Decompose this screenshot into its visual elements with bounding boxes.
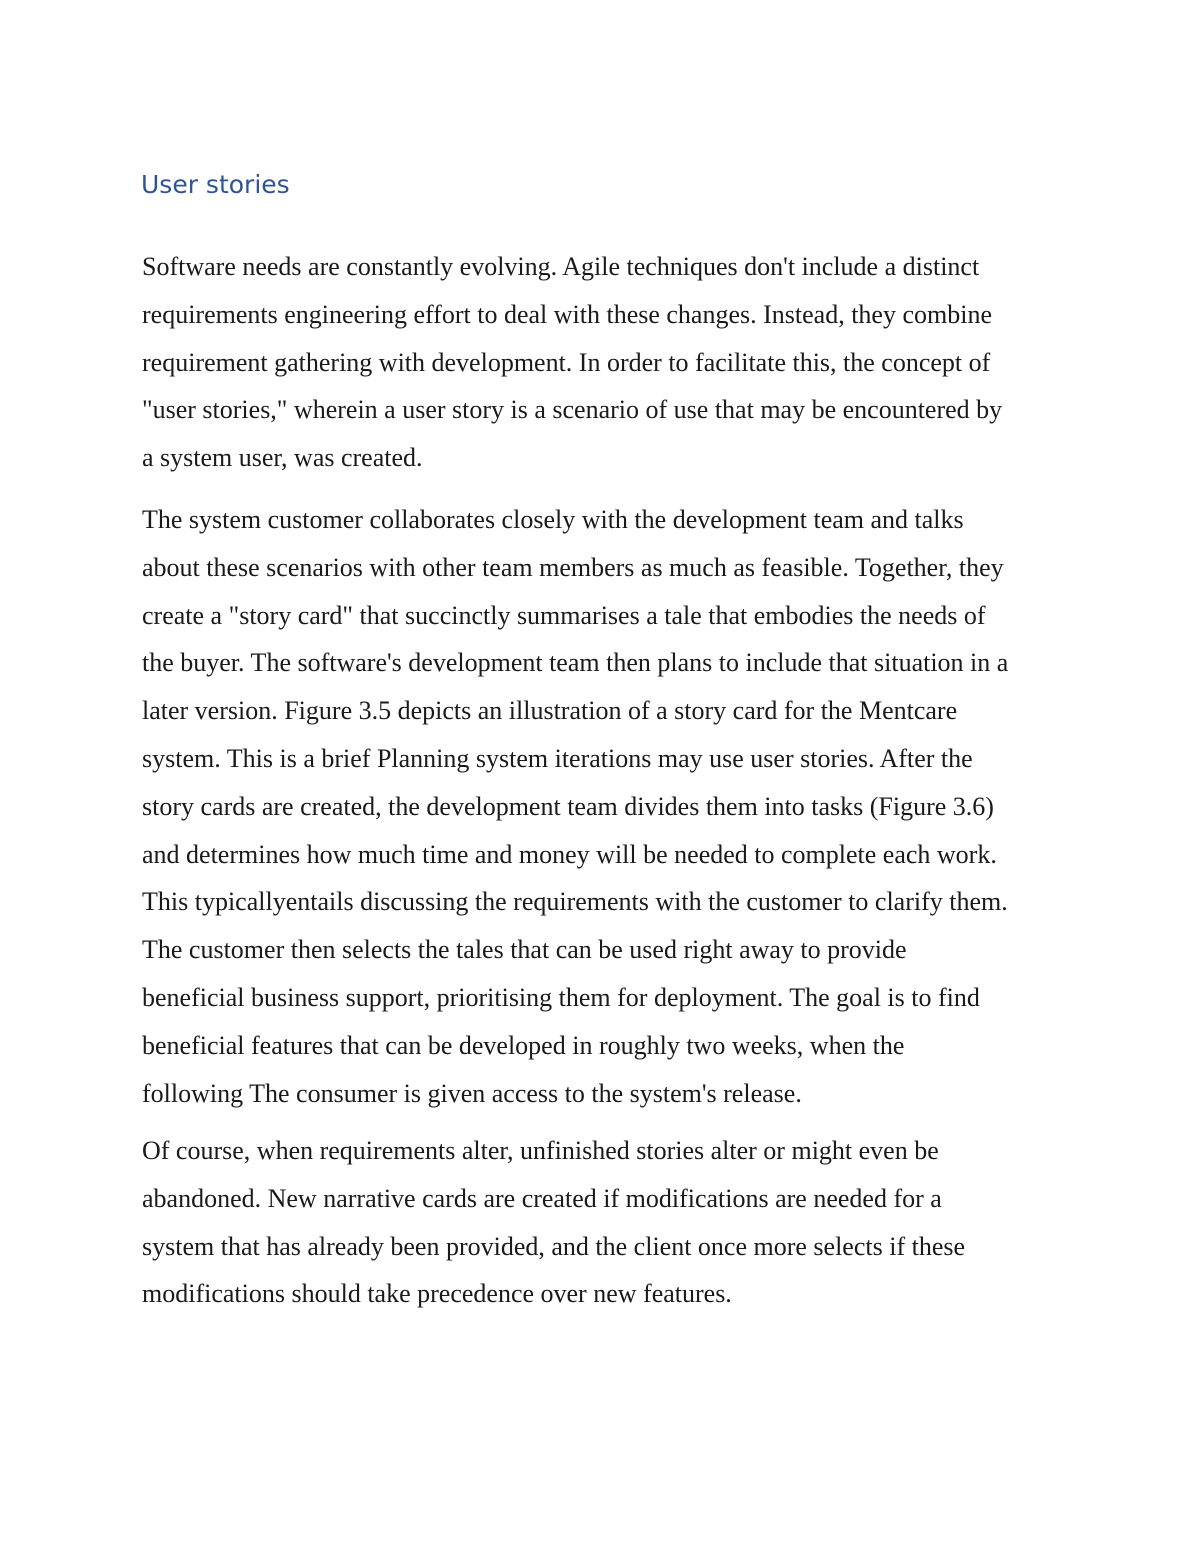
text-line: create a "story card" that succinctly summarises a tale that embodies the needs of xyxy=(142,600,986,630)
text-line: requirement gathering with development. In order to facilitate this, the concept of xyxy=(142,347,991,377)
text-line: The system customer collaborates closely with the development team and talks xyxy=(142,505,964,534)
text-line: The customer then selects the tales that can be used right away to provide xyxy=(142,935,907,965)
text-line: Software needs are constantly evolving. Agile techniques don't include a distinct xyxy=(142,252,980,281)
text-line: system. This is a brief Planning system iterations may use user stories. After the xyxy=(142,743,973,773)
text-line: requirements engineering effort to deal with these changes. Instead, they combine xyxy=(142,299,993,329)
text-line: later version. Figure 3.5 depicts an illustration of a story card for the Mentcare xyxy=(142,696,958,726)
text-line: story cards are created, the development team divides them into tasks (Figure 3.6) xyxy=(142,791,994,821)
section-heading: User stories xyxy=(141,170,290,199)
text-line: Of course, when requirements alter, unfinished stories alter or might even be xyxy=(142,1136,939,1165)
text-line: abandoned. New narrative cards are created if modifications are needed for a xyxy=(142,1183,942,1213)
text-line: beneficial business support, prioritising them for deployment. The goal is to find xyxy=(142,982,980,1012)
text-line: system that has already been provided, and the client once more selects if these xyxy=(142,1231,966,1261)
paragraph-2 xyxy=(142,496,1008,1117)
text-line: This typicallyentails discussing the requirements with the customer to clarify them. xyxy=(142,887,1008,917)
paragraph-1 xyxy=(142,243,1002,482)
text-line: beneficial features that can be developed in roughly two weeks, when the xyxy=(142,1030,905,1060)
text-line: following The consumer is given access to the system's release. xyxy=(142,1078,802,1108)
text-line: "user stories," wherein a user story is a scenario of use that may be encountered by xyxy=(142,395,1003,425)
text-line: modifications should take precedence over new features. xyxy=(142,1279,732,1309)
text-line: a system user, was created. xyxy=(142,443,423,473)
text-line: and determines how much time and money will be needed to complete each work. xyxy=(142,839,997,869)
text-line: about these scenarios with other team members as much as feasible. Together, they xyxy=(142,552,1004,582)
text-line: the buyer. The software's development team then plans to include that situation in a xyxy=(142,648,1009,678)
paragraph-3 xyxy=(142,1127,965,1318)
